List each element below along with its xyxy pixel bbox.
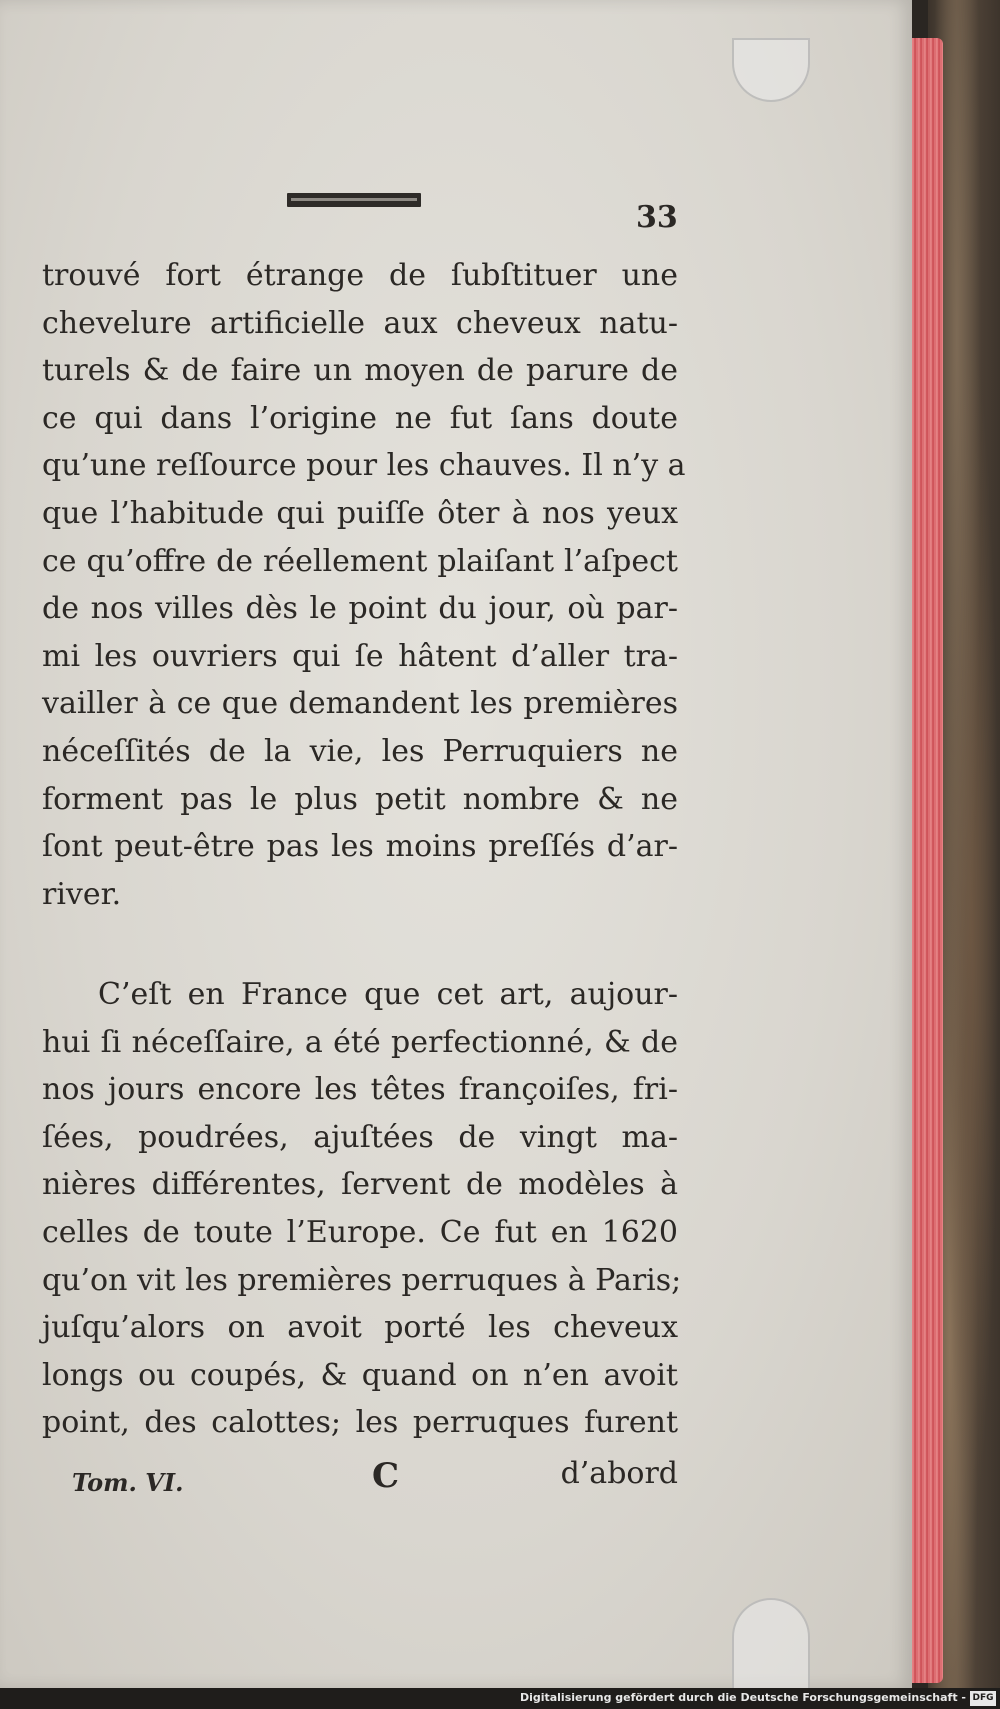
text-line: hui ſi néceſſaire, a été perfectionné, & de	[42, 1024, 678, 1060]
text-line: point, des calottes; les perruques furent	[42, 1405, 678, 1441]
credit-text: Digitalisierung gefördert durch die Deutsche Forschungsgemeinschaft -	[519, 1691, 966, 1704]
text-line: juſqu’alors on avoit porté les cheveux	[42, 1310, 678, 1346]
text-line: celles de toute l’Europe. Ce fut en 1620	[42, 1214, 678, 1250]
text-line: chevelure artificielle aux cheveux natu-	[42, 305, 678, 341]
text-line: vailler à ce que demandent les premières	[42, 686, 678, 722]
text-line: nos jours encore les têtes françoiſes, fri-	[42, 1072, 678, 1108]
header-rule	[287, 193, 421, 207]
text-line: mi les ouvriers qui ſe hâtent d’aller tra-	[42, 638, 678, 674]
text-line: de nos villes dès le point du jour, où par-	[42, 591, 678, 627]
gathering-mark: C	[372, 1456, 400, 1496]
text-line: qu’on vit les premières perruques à Paris;	[42, 1262, 682, 1298]
text-line: que l’habitude qui puiſſe ôter à nos yeux	[42, 495, 678, 531]
text-line: C’eſt en France que cet art, aujour-	[98, 977, 678, 1012]
paragraph-2	[42, 971, 682, 1447]
page-clip-top	[732, 38, 810, 102]
dfg-logo-icon: DFG	[970, 1691, 996, 1706]
credit-bar	[0, 1688, 1000, 1709]
text-line: ce qu’offre de réellement plaiſant l’aſpect	[42, 543, 678, 579]
text-line: ce qui dans l’origine ne fut ſans doute	[42, 400, 678, 436]
signature-mark: Tom. VI.	[72, 1468, 184, 1497]
text-line: longs ou coupés, & quand on n’en avoit	[42, 1357, 678, 1393]
text-line: néceſſités de la vie, les Perruquiers ne	[42, 733, 678, 769]
text-line: river.	[42, 876, 122, 912]
catchword: d’abord	[560, 1456, 678, 1491]
text-line: nières différentes, ſervent de modèles à	[42, 1167, 678, 1203]
text-line: trouvé fort étrange de ſubſtituer une	[42, 258, 678, 293]
text-line: turels & de faire un moyen de parure de	[42, 353, 678, 389]
text-line: qu’une reſſource pour les chauves. Il n’y a	[42, 448, 686, 484]
text-line: ſont peut-être pas les moins preſſés d’ar-	[42, 829, 678, 865]
paragraph-1	[42, 252, 686, 918]
page-number: 33	[636, 200, 678, 235]
text-line: forment pas le plus petit nombre & ne	[42, 781, 678, 817]
text-line: ſées, poudrées, ajuſtées de vingt ma-	[42, 1119, 678, 1155]
page-clip-bottom	[732, 1598, 810, 1692]
